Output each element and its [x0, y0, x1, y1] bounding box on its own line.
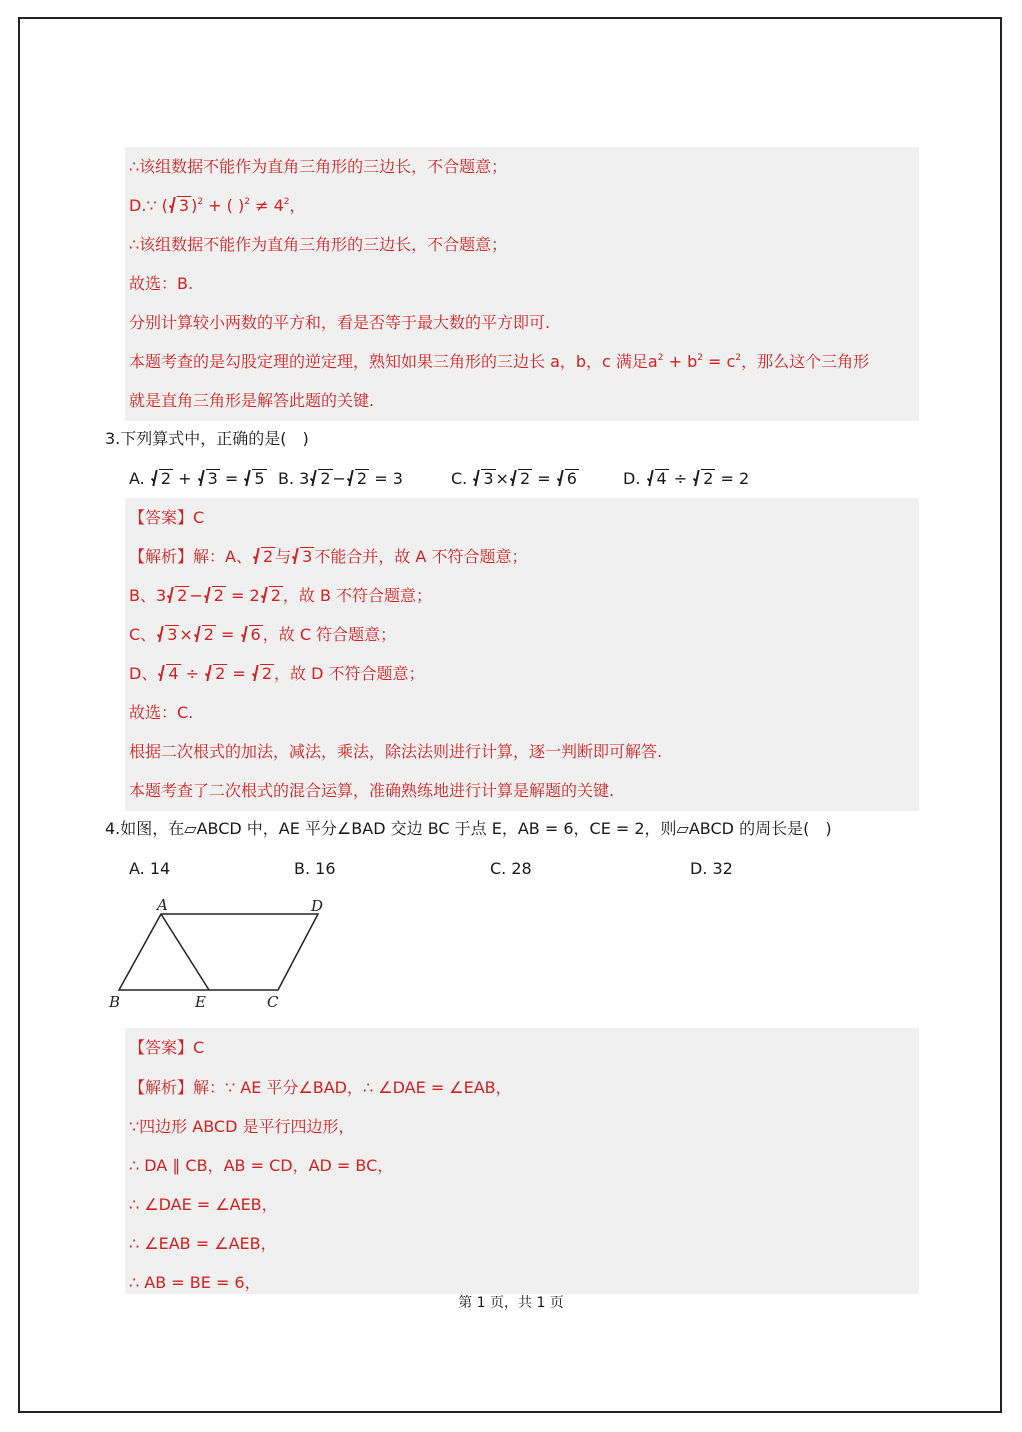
q3-option-d: D. 4 ÷ 2 = 2: [623, 469, 750, 488]
label-c: C: [267, 993, 279, 1011]
solution-summary: 本题考查的是勾股定理的逆定理，熟知如果三角形的三边长 a，b，c 满足$a^2 + b^2 = c^2$，那么这个三角形: [129, 352, 870, 371]
q3-analysis-a: 【解析】解：A、 2 与 3 不能合并，故 A 不符合题意；: [129, 547, 528, 566]
q4-step-4: ∴ ∠DAE = ∠AEB，: [129, 1195, 278, 1214]
q4-step-2: ∵四边形 ABCD 是平行四边形，: [129, 1117, 355, 1136]
q3-summary: 本题考查了二次根式的混合运算，准确熟练地进行计算是解题的关键.: [129, 781, 615, 800]
q3-analysis-d: D、 4 ÷ 2 = 2 ，故 D 不符合题意；: [129, 664, 425, 683]
q3-analysis-c: C、 3 × 2 = 6 ，故 C 符合题意；: [129, 625, 397, 644]
q3-analysis-b: B、3 2 − 2 = 2 2 ，故 B 不符合题意；: [129, 586, 433, 605]
parallelogram-figure: [105, 895, 335, 1015]
solution-line-d: D.∵ ( 3 )$^2$ + ( )$^2 \ne 4^2$，: [129, 196, 306, 215]
solution-line: ∴该组数据不能作为直角三角形的三边长，不合题意；: [129, 235, 508, 254]
segment-ae: [161, 914, 209, 990]
q3-option-a: A. 2 + 3 = 5: [129, 469, 265, 488]
q3-method: 根据二次根式的加法，减法，乘法，除法法则进行计算，逐一判断即可解答.: [129, 742, 663, 761]
solution-line: ∴该组数据不能作为直角三角形的三边长，不合题意；: [129, 157, 508, 176]
question-4-stem: 4.如图，在▱ABCD 中，AE 平分∠BAD 交边 BC 于点 E，AB = 6，CE = 2，则▱ABCD 的周长是( ): [105, 819, 832, 838]
q3-answer: 【答案】C: [129, 508, 205, 527]
q4-step-5: ∴ ∠EAB = ∠AEB，: [129, 1234, 277, 1253]
question-3-stem: 3.下列算式中，正确的是( ): [105, 429, 309, 448]
parallelogram-abcd: [119, 914, 318, 990]
label-b: B: [109, 993, 121, 1011]
radical: 3: [169, 195, 191, 217]
q3-option-b: B. 3 2 − 2 = 3: [278, 469, 403, 488]
q3-choice: 故选：C.: [129, 703, 194, 722]
q3-option-c: C. 3 × 2 = 6: [451, 469, 577, 488]
answer-box-q3: [125, 498, 919, 811]
label-d: D: [311, 897, 324, 915]
page-footer: 第 1 页，共 1 页: [458, 1295, 564, 1311]
solution-choice: 故选：B.: [129, 274, 194, 293]
label-a: A: [157, 896, 168, 914]
q4-step-3: ∴ DA ∥ CB，AB = CD，AD = BC，: [129, 1156, 394, 1175]
q4-option-a: A. 14: [129, 859, 171, 878]
q4-option-b: B. 16: [294, 859, 336, 878]
q4-step-1: 【解析】解：∵ AE 平分∠BAD，∴ ∠DAE = ∠EAB，: [129, 1078, 512, 1097]
q4-option-d: D. 32: [690, 859, 733, 878]
solution-summary-2: 就是直角三角形是解答此题的关键.: [129, 391, 375, 410]
q4-step-6: ∴ AB = BE = 6，: [129, 1273, 261, 1292]
q4-answer: 【答案】C: [129, 1038, 205, 1057]
q4-option-c: C. 28: [490, 859, 532, 878]
solution-method: 分别计算较小两数的平方和，看是否等于最大数的平方即可.: [129, 313, 551, 332]
label-e: E: [195, 993, 206, 1011]
answer-box-q2: [125, 147, 919, 421]
